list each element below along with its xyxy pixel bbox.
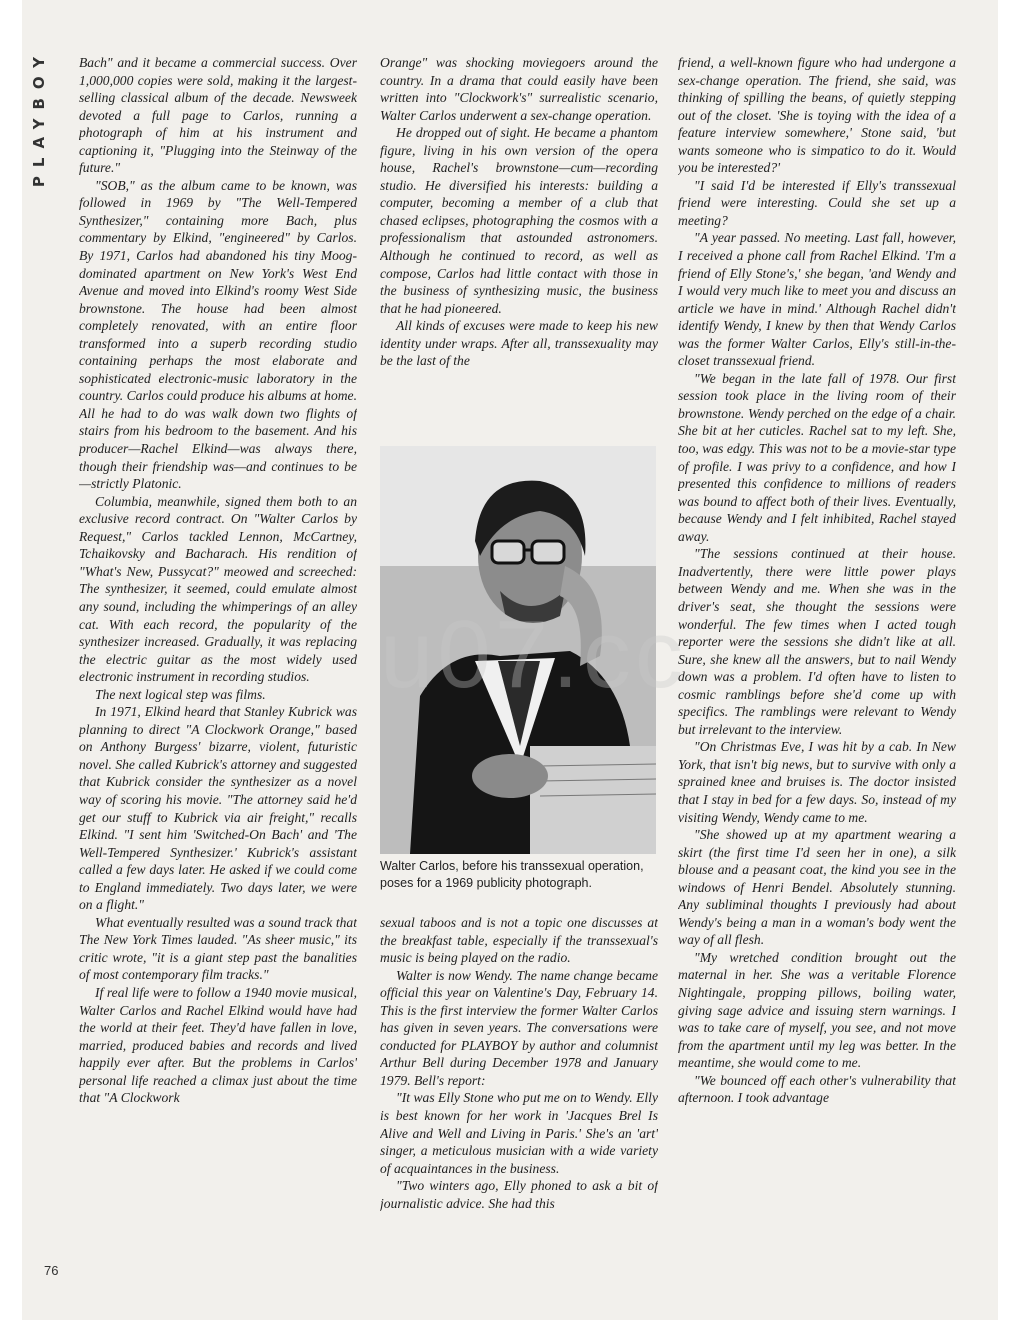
paragraph: Columbia, meanwhile, signed them both to an exclusive record contract. On "Walter Carlos by Request," Carlos tackled Lennon, McCartney, Tchaikovsky and Bacharach. His rendition of "What's New, Pussycat?" meowed and screeched: The synthesizer, it seemed, could emulate almost any sound, including the whimperings of an alley cat. With each record, the popularity of the synthesizer increased. Gradually, it was replacing the electric guitar as the most widely used electronic instrument in recording studios. bbox=[79, 493, 357, 685]
paragraph: "SOB," as the album came to be known, was followed in 1969 by "The Well-Tempered Synthesizer," containing more Bach, plus commentary by Elkind, "engineered" by Carlos. By 1971, Carlos had abandoned his tiny Moog-dominated apartment on New York's West End Avenue and moved into Elkind's roomy West Side brownstone. The house had been almost completely renovated, with an entire floor transformed into a superb recording studio containing perhaps the most elaborate and sophisticated electronic-music laboratory in the country. Carlos could produce his albums at home. All he had to do was walk down two flights of stairs from his bedroom to the basement. And his producer—Rachel Elkind—was always there, though their friendship was—and continues to be—strictly Platonic. bbox=[79, 177, 357, 492]
paragraph: "Two winters ago, Elly phoned to ask a bit of journalistic advice. She had this bbox=[380, 1178, 658, 1211]
column-2-bottom bbox=[380, 914, 658, 1284]
paragraph: "The sessions continued at their house. Inadvertently, there were little power plays between Wendy and me. When she was in the driver's seat, she thought the sessions were wonderful. The few times when I acted tough reporter were the sessions she didn't like at all. Sure, she knew all the answers, but to nail Wendy down was a problem. I'd often have to listen to cosmic ramblings before she'd come up with specifics. The ramblings were relevant to Wendy but irrelevant to the interview. bbox=[678, 546, 956, 737]
column-2-top bbox=[380, 54, 658, 420]
paragraph: "I said I'd be interested if Elly's transsexual friend were interesting. Could she set up a meeting? bbox=[678, 177, 956, 228]
paragraph: If real life were to follow a 1940 movie musical, Walter Carlos and Rachel Elkind would have had the world at their feet. They'd have fallen in love, married, produced babies and records and lived happily ever after. But the problems in Carlos' personal life reached a climax just about the time that "A Clockwork bbox=[79, 984, 357, 1106]
paragraph: "We began in the late fall of 1978. Our first session took place in the living room of their brownstone. Wendy perched on the edge of a chair. She bit at her cuticles. Rachel sat to my left. She, too, was edgy. This was not to be a movie-star type of profile. I was privy to a confidence, and how I presented this confidence to millions of readers was bound to affect both of their lives. Eventually, because Wendy and I felt inhibited, Rachel stayed away. bbox=[678, 370, 956, 544]
photo-caption: Walter Carlos, before his transsexual operation, poses for a 1969 publicity photograph. bbox=[380, 859, 644, 890]
watermark: u07.cc bbox=[380, 601, 687, 708]
page-number: 76 bbox=[44, 1263, 59, 1278]
paragraph: "On Christmas Eve, I was hit by a cab. In New York, that isn't big news, but to survive with only a sprained knee and bruises is. The doctor insisted that I stay in bed for a few days. So, instead of my visiting Wendy, Wendy came to me. bbox=[678, 739, 956, 825]
paragraph: He dropped out of sight. He became a phantom figure, living in his own version of the opera house, Rachel's brownstone—cum—recording studio. He diversified his interests: building a computer, becoming a member of a club that chased eclipses, photographing the cosmos with a professionalism that astounded astronomers. Although he continued to record, as well as compose, Carlos had little contact with those in the business of synthesizing music, the business that he had pioneered. bbox=[380, 125, 658, 316]
paragraph: In 1971, Elkind heard that Stanley Kubrick was planning to direct "A Clockwork Orange," based on Anthony Burgess' bizarre, violent, futuristic novel. She called Kubrick's attorney and suggested that Kubrick consider the synthesizer as a novel way of scoring his movie. "The attorney said he'd get our stuff to Kubrick via air freight," recalls Elkind. "I sent him 'Switched-On Bach' and 'The Well-Tempered Synthesizer.' Kubrick's assistant called a few days later. He asked if we could come to England immediately. Two days later, we were on a flight." bbox=[79, 704, 357, 913]
column-3 bbox=[678, 54, 956, 1284]
paragraph: What eventually resulted was a sound track that The New York Times lauded. "As sheer music," its critic wrote, "it is a giant step past the banalities of most contemporary film tracks." bbox=[79, 914, 357, 983]
magazine-title-vertical: PLAYBOY bbox=[30, 48, 48, 188]
paragraph: friend, a well-known figure who had undergone a sex-change operation. The friend, she said, was thinking of spilling the beans, of quietly stepping out of the closet. 'She is toying with the idea of a feature interview somewhere,' Stone said, 'but wants someone who is simpatico to do it. Would you be interested?' bbox=[678, 55, 956, 176]
paragraph: "It was Elly Stone who put me on to Wendy. Elly is best known for her work in 'Jacques Brel Is Alive and Well and Living in Paris.' She's an 'art' singer, a meticulous musician with a wide variety of acquaintances in the business. bbox=[380, 1090, 658, 1176]
paragraph: "A year passed. No meeting. Last fall, however, I received a phone call from Rachel Elkind. 'I'm a friend of Elly Stone's,' she began, 'and Wendy and I would very much like to meet you and discuss an article we have in mind.' Although Rachel didn't identify Wendy, I knew by then that Wendy Carlos was the former Walter Carlos, Elly's still-in-the-closet transsexual friend. bbox=[678, 230, 956, 369]
column-1 bbox=[79, 54, 357, 1284]
paragraph: Walter is now Wendy. The name change became official this year on Valentine's Day, February 14. This is the first interview the former Walter Carlos has given in seven years. The conversations were conducted for PLAYBOY by author and columnist Arthur Bell during December 1978 and January 1979. Bell's report: bbox=[380, 967, 658, 1088]
paragraph: Orange" was shocking moviegoers around the country. In a drama that could easily have been written into "Clockwork's" surrealistic scenario, Walter Carlos underwent a sex-change operation. bbox=[380, 55, 658, 123]
paragraph: "My wretched condition brought out the maternal in her. She was a veritable Florence Nightingale, propping pillows, boiling water, giving sage advice and issuing stern warnings. I was to take care of myself, you see, and not move from the apartment until my leg was better. In the meantime, she would come to me. bbox=[678, 949, 956, 1071]
paragraph: "We bounced off each other's vulnerability that afternoon. I took advantage bbox=[678, 1072, 956, 1106]
paragraph: All kinds of excuses were made to keep his new identity under wraps. After all, transsexuality may be the last of the bbox=[380, 318, 658, 369]
paragraph: "She showed up at my apartment wearing a skirt (the first time I'd seen her in one), a silk blouse and a peasant coat, the kind you see in the windows of Henri Bendel. Absolutely stunning. Any subliminal thoughts I previously had about Wendy's being a man in a woman's body went the way of all flesh. bbox=[678, 827, 956, 948]
paragraph: The next logical step was films. bbox=[95, 686, 266, 702]
paragraph: sexual taboos and is not a topic one discusses at the breakfast table, especially if the transsexual's music is being played on the radio. bbox=[380, 915, 658, 966]
paragraph: Bach" and it became a commercial success. Over 1,000,000 copies were sold, making it the largest-selling classical album of the decade. Newsweek devoted a full page to Carlos, running a photograph of him at his instrument and captioning it, "Plugging into the Steinway of the future." bbox=[79, 55, 357, 176]
